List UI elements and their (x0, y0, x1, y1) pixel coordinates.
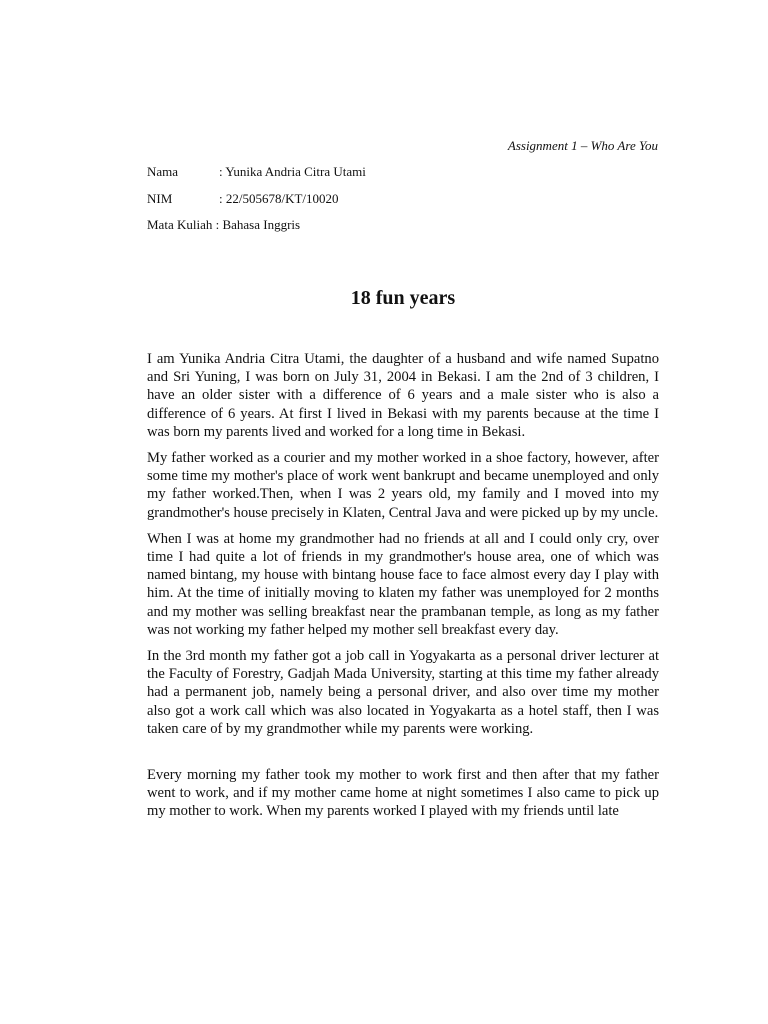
nama-value: : Yunika Andria Citra Utami (219, 164, 366, 179)
nim-value: : 22/505678/KT/10020 (219, 191, 339, 206)
nama-row (147, 164, 366, 180)
mata-kuliah-row (147, 217, 300, 233)
paragraph: Every morning my father took my mother to work first and then after that my father went to work, and if my mother came home at night sometimes I also came to pick up my mother to work. When my parents worked I played with my friends until late (147, 767, 659, 820)
paragraph: My father worked as a courier and my mother worked in a shoe factory, however, after some time my mother's place of work went bankrupt and became unemployed and only my father worked.Then, when I was 2 years old, my family and I moved into my grandmother's house precisely in Klaten, Central Java and were picked up by my uncle. (147, 450, 659, 521)
paragraph: When I was at home my grandmother had no friends at all and I could only cry, over time I had quite a lot of friends in my grandmother's house area, one of which was named bintang, my house with bintang house face to face almost every day I play with him. At the time of initially moving to klaten my father was unemployed for 2 months and my mother was selling breakfast near the prambanan temple, as long as my father was not working my father helped my mother sell breakfast every day. (147, 530, 659, 638)
paragraph: I am Yunika Andria Citra Utami, the daughter of a husband and wife named Supatno and Sri Yuning, I was born on July 31, 2004 in Bekasi. I am the 2nd of 3 children, I have an older sister with a difference of 6 years and a male sister who is also a difference of 6 years. At first I lived in Bekasi with my parents because at the time I was born my parents lived and worked for a long time in Bekasi. (147, 351, 659, 440)
nim-row (147, 191, 339, 207)
essay-body (147, 350, 659, 829)
mata-kuliah-value: : Bahasa Inggris (215, 217, 301, 232)
nim-label: NIM (147, 191, 173, 206)
mata-kuliah-label: Mata Kuliah (147, 217, 213, 232)
paragraph: In the 3rd month my father got a job call in Yogyakarta as a personal driver lecturer at the Faculty of Forestry, Gadjah Mada University, starting at this time my father already had a permanent job, namely being a personal driver, and also over time my mother also got a work call which was also located in Yogyakarta as a hotel staff, then I was taken care of by my grandmother while my parents were working. (147, 648, 659, 737)
nama-label: Nama (147, 164, 179, 179)
assignment-header: Assignment 1 – Who Are You (507, 138, 658, 153)
essay-title: 18 fun years (350, 287, 456, 309)
